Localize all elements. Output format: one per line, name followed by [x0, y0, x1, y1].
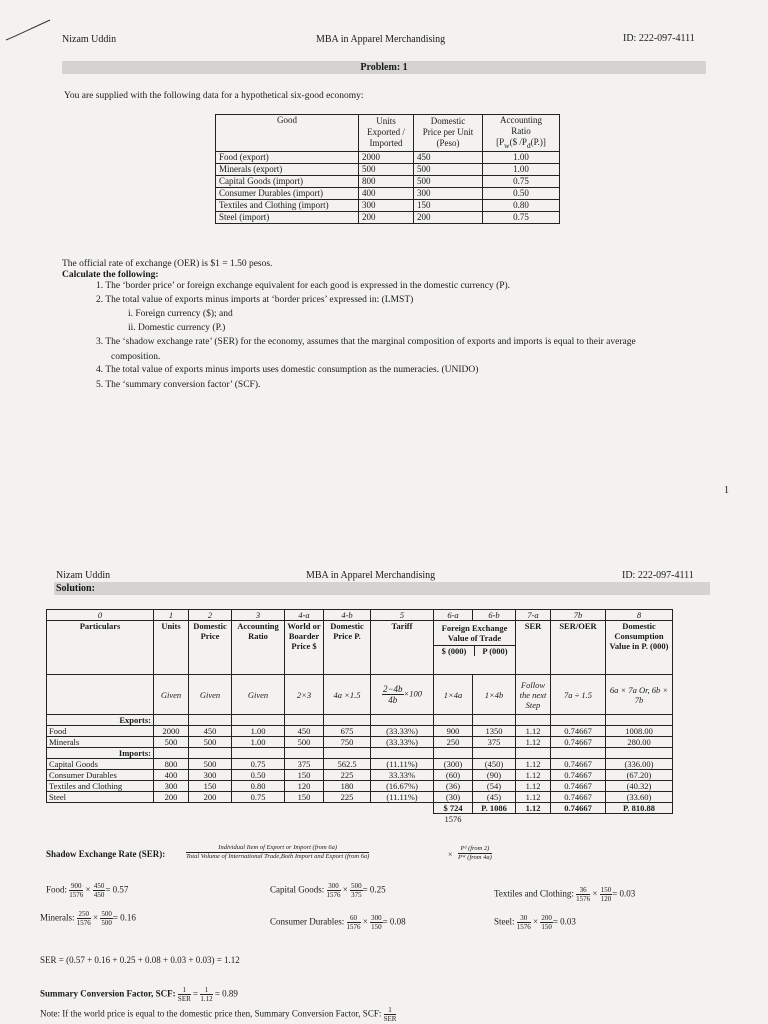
ser-label: Shadow Exchange Rate (SER):: [46, 849, 166, 859]
table-cell: 0.74667: [551, 726, 606, 737]
total-cell: P. 810.88: [606, 803, 673, 814]
table-cell: 0.80: [232, 781, 285, 792]
data-cell: 300: [414, 187, 483, 199]
author-name: Nizam Uddin: [62, 34, 117, 45]
empty-cell: [371, 715, 434, 726]
ser-item-num2: 450: [93, 882, 105, 890]
question-2ii: ii. Domestic currency (P.): [128, 323, 226, 333]
problem-title: Problem: 1: [62, 61, 706, 74]
head-units: Units: [154, 621, 189, 675]
note-frac-den: SER: [383, 1015, 397, 1023]
table-cell: 280.00: [606, 737, 673, 748]
table-cell: (33.33%): [371, 737, 434, 748]
question-3-cont: composition.: [111, 352, 161, 362]
table-cell: (54): [473, 781, 516, 792]
imports-section-label: Imports:: [47, 748, 154, 759]
colnum-6a: 6-a: [434, 610, 473, 621]
total-volume: 1576: [444, 814, 462, 824]
solution-table: [46, 609, 673, 824]
head-fx-dollar: $ (000): [434, 646, 475, 656]
table-cell: 120: [285, 781, 324, 792]
empty-cell: [434, 715, 473, 726]
solution-title: Solution:: [54, 582, 710, 595]
oer-text: The official rate of exchange (OER) is $1 = 1.50 pesos.: [62, 259, 273, 269]
empty-cell: [189, 803, 232, 814]
table-cell: 0.74667: [551, 759, 606, 770]
table-cell: 1.00: [232, 726, 285, 737]
data-table: [215, 114, 560, 224]
table-cell: 375: [473, 737, 516, 748]
data-row: [216, 151, 560, 163]
table-cell: 180: [324, 781, 371, 792]
pen-mark: [4, 14, 54, 44]
ser-item-label: Textiles and Clothing:: [494, 888, 574, 899]
table-cell: 500: [154, 737, 189, 748]
table-cell: (33.60): [606, 792, 673, 803]
table-cell: 150: [285, 792, 324, 803]
data-cell: Consumer Durables (import): [216, 187, 359, 199]
table-cell: 500: [189, 737, 232, 748]
ser-item-den2: 375: [351, 891, 362, 899]
table-cell: 200: [189, 792, 232, 803]
table-cell: 500: [285, 737, 324, 748]
formula-7b: 7a ÷ 1.5: [551, 675, 606, 715]
data-cell: 0.80: [483, 199, 560, 211]
empty-cell: [551, 715, 606, 726]
table-cell: 1350: [473, 726, 516, 737]
table-cell: Consumer Durables: [47, 770, 154, 781]
colnum-1: 1: [154, 610, 189, 621]
ser-item-label: Food:: [46, 884, 68, 895]
ser-item-capital: Capital Goods: $\frac{300}{1576}$ × $\frac{500}{375}$ = 0.25: [270, 882, 386, 899]
data-row: [216, 211, 560, 223]
question-5: 5. The ‘summary conversion factor’ (SCF).: [96, 380, 261, 390]
empty-cell: [154, 814, 189, 825]
scf-f1-num: 1: [178, 986, 191, 995]
empty-cell: [434, 748, 473, 759]
head-ser-oer: SER/OER: [551, 621, 606, 675]
head-fx-label: Foreign Exchange Value of Trade: [441, 623, 508, 643]
ser-item-result: = 0.16: [112, 912, 136, 923]
student-id-2: ID: 222-097-4111: [622, 570, 694, 581]
ser-item-den2: 150: [371, 923, 382, 931]
empty-cell: [285, 715, 324, 726]
ser-item-num2: 150: [600, 886, 612, 894]
question-4: 4. The total value of exports minus imports uses domestic consumption as the numeracies. (UNIDO): [96, 365, 479, 375]
head-fx: [434, 621, 516, 675]
data-cell: 500: [414, 175, 483, 187]
table-cell: 0.74667: [551, 792, 606, 803]
empty-cell: [551, 748, 606, 759]
table-cell: (40.32): [606, 781, 673, 792]
ser-formula-2: [458, 845, 492, 862]
formula-2: Given: [189, 675, 232, 715]
colnum-2: 2: [189, 610, 232, 621]
ser-item-den: 1576: [346, 923, 361, 931]
table-cell: 150: [189, 781, 232, 792]
empty-cell: [189, 814, 232, 825]
table-cell: 250: [434, 737, 473, 748]
data-cell: 200: [359, 211, 414, 223]
student-id: ID: 222-097-4111: [623, 33, 695, 44]
table-cell: 1.12: [516, 737, 551, 748]
table-cell: (16.67%): [371, 781, 434, 792]
program-title-2: MBA in Apparel Merchandising: [306, 570, 436, 581]
empty-cell: [232, 748, 285, 759]
empty-cell: [47, 803, 154, 814]
note-line: [40, 1006, 396, 1023]
table-cell: 500: [189, 759, 232, 770]
ser-item-num: 60: [347, 914, 361, 923]
table-cell: 0.74667: [551, 781, 606, 792]
empty-cell: [606, 748, 673, 759]
head-particulars: Particulars: [47, 621, 154, 675]
head-fx-peso: P (000): [482, 646, 508, 656]
colnum-8: 8: [606, 610, 673, 621]
head-ser: SER: [516, 621, 551, 675]
empty-cell: [285, 814, 324, 825]
table-cell: 225: [324, 770, 371, 781]
head-domestic-price: Domestic Price: [189, 621, 232, 675]
data-cell: 400: [359, 187, 414, 199]
colnum-6b: 6-b: [473, 610, 516, 621]
table-cell: 1.12: [516, 726, 551, 737]
total-cell: 0.74667: [551, 803, 606, 814]
empty-cell: [154, 715, 189, 726]
table-cell: 0.75: [232, 792, 285, 803]
ser-item-num2: 300: [371, 914, 382, 922]
empty-cell: [154, 803, 189, 814]
ser-item-den2: 500: [101, 919, 112, 927]
formula-3: Given: [232, 675, 285, 715]
ser-item-result: = 0.03: [612, 888, 636, 899]
formula-0: [47, 675, 154, 715]
table-cell: (300): [434, 759, 473, 770]
ser-item-num: 250: [78, 910, 89, 918]
question-2: 2. The total value of exports minus imports at ‘border prices’ expressed in: (LMST): [96, 295, 414, 305]
table-row: [47, 781, 673, 792]
table-cell: 225: [324, 792, 371, 803]
table-cell: 0.74667: [551, 770, 606, 781]
formula-5: [371, 675, 434, 715]
data-cell: Capital Goods (import): [216, 175, 359, 187]
table-cell: (36): [434, 781, 473, 792]
formula-5-den: 4b: [388, 695, 398, 705]
table-cell: (45): [473, 792, 516, 803]
ser-item-num2: 500: [101, 910, 112, 918]
colnum-0: 0: [47, 610, 154, 621]
empty-cell: [606, 715, 673, 726]
ser-item-den: 1576: [69, 891, 84, 899]
table-cell: 1.12: [516, 781, 551, 792]
data-cell: 450: [414, 151, 483, 163]
formula-6a: 1×4a: [434, 675, 473, 715]
data-row: [216, 187, 560, 199]
table-row: [47, 792, 673, 803]
table-cell: 900: [434, 726, 473, 737]
data-cell: 0.75: [483, 175, 560, 187]
table-cell: (67.20): [606, 770, 673, 781]
table-cell: 0.75: [232, 759, 285, 770]
table-cell: 33.33%: [371, 770, 434, 781]
table-cell: (60): [434, 770, 473, 781]
ser-item-den2: 150: [541, 923, 552, 931]
ser-item-food: Food: $\frac{900}{1576}$ × $\frac{450}{450}$ = 0.57: [46, 882, 129, 899]
scf-f2-num: 1: [200, 986, 212, 995]
table-cell: 300: [189, 770, 232, 781]
exports-section: [47, 715, 673, 726]
below-total-row: [47, 814, 673, 825]
formula-6b: 1×4b: [473, 675, 516, 715]
program-title: MBA in Apparel Merchandising: [316, 34, 446, 45]
ser-item-result: = 0.57: [105, 884, 129, 895]
note-text: Note: If the world price is equal to the domestic price then, Summary Conversion Factor, SCF:: [40, 1008, 382, 1019]
total-cell: 1.12: [516, 803, 551, 814]
table-cell: 750: [324, 737, 371, 748]
totals-row: [47, 803, 673, 814]
table-cell: 675: [324, 726, 371, 737]
empty-cell: [371, 803, 434, 814]
ser-item-consumer: Consumer Durables: $\frac{60}{1576}$ × $\frac{300}{150}$ = 0.08: [270, 914, 406, 931]
head-dcv: Domestic Consumption Value in P. (000): [606, 621, 673, 675]
table-cell: (450): [473, 759, 516, 770]
empty-cell: [473, 715, 516, 726]
head-accounting-ratio: Accounting Ratio: [232, 621, 285, 675]
ser-item-num: 300: [328, 882, 339, 890]
table-cell: (30): [434, 792, 473, 803]
scf-line: Summary Conversion Factor, SCF: $\frac{1}{\text{SER}}$ = $\frac{1}{1.12}$ = 0.89: [40, 986, 238, 1003]
data-cell: 500: [359, 163, 414, 175]
page-number: 1: [724, 485, 729, 496]
ser-item-den: 1576: [576, 895, 591, 903]
table-cell: 450: [189, 726, 232, 737]
data-row: [216, 163, 560, 175]
ser-item-num2: 500: [351, 882, 362, 890]
table-row: [47, 737, 673, 748]
empty-cell: [232, 803, 285, 814]
empty-cell: [324, 715, 371, 726]
ser-item-textiles: Textiles and Clothing: $\frac{36}{1576}$ × $\frac{150}{120}$ = 0.03: [494, 886, 636, 903]
empty-cell: [324, 748, 371, 759]
head-tariff: Tariff: [371, 621, 434, 675]
table-cell: 1008.00: [606, 726, 673, 737]
formula-8: 6a × 7a Or, 6b × 7b: [606, 675, 673, 715]
table-cell: Food: [47, 726, 154, 737]
data-cell: 800: [359, 175, 414, 187]
table-cell: 300: [154, 781, 189, 792]
colnum-7a: 7-a: [516, 610, 551, 621]
col-price: Domestic Price per Unit (Peso): [414, 115, 483, 152]
ser-item-label: Consumer Durables:: [270, 916, 345, 927]
formula-7a: Follow the next Step: [516, 675, 551, 715]
empty-cell: [516, 748, 551, 759]
data-cell: 300: [359, 199, 414, 211]
ser-item-den: 1576: [76, 919, 91, 927]
table-cell: 375: [285, 759, 324, 770]
ser-formula: [186, 844, 369, 861]
data-row: [216, 199, 560, 211]
colnum-4a: 4-a: [285, 610, 324, 621]
total-cell: P. 1086: [473, 803, 516, 814]
table-cell: 800: [154, 759, 189, 770]
data-cell: 0.75: [483, 211, 560, 223]
empty-cell: [324, 803, 371, 814]
author-name-2: Nizam Uddin: [56, 570, 111, 581]
ser-item-num2: 200: [541, 914, 552, 922]
question-2i: i. Foreign currency ($); and: [128, 309, 233, 319]
table-cell: 562.5: [324, 759, 371, 770]
question-3: 3. The ‘shadow exchange rate’ (SER) for the economy, assumes that the marginal composition of exports and imports is equal to their average: [96, 337, 636, 347]
table-cell: 1.12: [516, 792, 551, 803]
empty-cell: [371, 748, 434, 759]
formula-5-mult: ×100: [403, 688, 423, 699]
head-domestic-price-p: Domestic Price P.: [324, 621, 371, 675]
imports-section: [47, 748, 673, 759]
empty-cell: [285, 803, 324, 814]
ser-item-result: = 0.03: [552, 916, 576, 927]
data-cell: Food (export): [216, 151, 359, 163]
table-cell: Steel: [47, 792, 154, 803]
table-cell: 1.12: [516, 759, 551, 770]
table-cell: Minerals: [47, 737, 154, 748]
empty-cell: [232, 814, 285, 825]
ser-times: ×: [448, 850, 453, 859]
table-cell: (11.11%): [371, 792, 434, 803]
data-cell: 150: [414, 199, 483, 211]
table-row: [47, 770, 673, 781]
ser-item-label: Capital Goods:: [270, 884, 325, 895]
ser-formula-2-den: Pᵂ (from 4a): [458, 854, 492, 861]
table-cell: (90): [473, 770, 516, 781]
table-cell: Textiles and Clothing: [47, 781, 154, 792]
exports-section-label: Exports:: [47, 715, 154, 726]
data-cell: Textiles and Clothing (import): [216, 199, 359, 211]
table-cell: 0.50: [232, 770, 285, 781]
intro-text: You are supplied with the following data for a hypothetical six-good economy:: [64, 91, 364, 101]
col-good: Good: [216, 115, 359, 152]
data-cell: 1.00: [483, 163, 560, 175]
ser-item-num: 30: [517, 914, 531, 923]
empty-cell: [371, 814, 434, 825]
table-cell: 200: [154, 792, 189, 803]
scf-result: = 0.89: [214, 988, 238, 999]
empty-cell: [189, 748, 232, 759]
question-1: 1. The ‘border price’ or foreign exchange equivalent for each good is expressed in the domestic currency (P).: [96, 281, 511, 291]
ser-item-result: = 0.25: [362, 884, 386, 895]
ser-item-label: Minerals:: [40, 912, 75, 923]
table-cell: (33.33%): [371, 726, 434, 737]
ser-item-num: 900: [71, 882, 82, 890]
table-row: [47, 759, 673, 770]
ser-item-label: Steel:: [494, 916, 515, 927]
data-cell: 500: [414, 163, 483, 175]
data-cell: 1.00: [483, 151, 560, 163]
empty-cell: [285, 748, 324, 759]
colnum-3: 3: [232, 610, 285, 621]
ser-item-steel: Steel: $\frac{30}{1576}$ × $\frac{200}{150}$ = 0.03: [494, 914, 576, 931]
col-ratio: Accounting Ratio [$P_w(\$$ $/P_d(P.)$]: [483, 115, 560, 152]
note-frac-num: 1: [384, 1006, 397, 1015]
ser-item-den2: 450: [93, 891, 105, 899]
table-cell: 2000: [154, 726, 189, 737]
table-cell: 400: [154, 770, 189, 781]
ser-item-num: 36: [576, 886, 590, 895]
ser-item-result: = 0.08: [382, 916, 406, 927]
data-cell: Steel (import): [216, 211, 359, 223]
empty-cell: [47, 814, 154, 825]
data-cell: 0.50: [483, 187, 560, 199]
table-cell: 0.74667: [551, 737, 606, 748]
table-cell: Capital Goods: [47, 759, 154, 770]
table-cell: (336.00): [606, 759, 673, 770]
table-cell: 450: [285, 726, 324, 737]
table-cell: 1.00: [232, 737, 285, 748]
total-cell: $ 724: [434, 803, 473, 814]
calc-heading: Calculate the following:: [62, 270, 159, 280]
head-world-price: World or Boarder Price $: [285, 621, 324, 675]
table-row: [47, 726, 673, 737]
data-cell: 2000: [359, 151, 414, 163]
empty-cell: [516, 715, 551, 726]
data-cell: Minerals (export): [216, 163, 359, 175]
ser-item-minerals: Minerals: $\frac{250}{1576}$ × $\frac{500}{500}$ = 0.16: [40, 910, 136, 927]
head-fx-sub: [434, 645, 515, 656]
scf-label: Summary Conversion Factor, SCF:: [40, 988, 176, 999]
ser-item-den: 1576: [326, 891, 341, 899]
colnum-5: 5: [371, 610, 434, 621]
ser-item-den: 1576: [516, 923, 531, 931]
scf-f2-den: 1.12: [200, 995, 213, 1003]
table-cell: (11.11%): [371, 759, 434, 770]
empty-cell: [232, 715, 285, 726]
ser-formula-den: Total Volume of International Trade,Both Import and Export (from 6a): [186, 853, 370, 860]
ser-formula-num: Individual Item of Export or Import (from 6a): [186, 844, 369, 853]
table-cell: 1.12: [516, 770, 551, 781]
colnum-4b: 4-b: [324, 610, 371, 621]
ser-formula-2-num: Pᵈ (from 2): [458, 845, 492, 854]
ser-item-den2: 120: [600, 895, 612, 903]
data-cell: 200: [414, 211, 483, 223]
formula-4b: 4a ×1.5: [324, 675, 371, 715]
scf-f1-den: SER: [177, 995, 191, 1003]
empty-cell: [473, 748, 516, 759]
colnum-7b: 7b: [551, 610, 606, 621]
formula-5-num: 2−4b: [382, 684, 403, 694]
col-units: Units Exported / Imported: [359, 115, 414, 152]
formula-4a: 2×3: [285, 675, 324, 715]
table-cell: 150: [285, 770, 324, 781]
empty-cell: [324, 814, 371, 825]
ser-total: SER = (0.57 + 0.16 + 0.25 + 0.08 + 0.03 + 0.03) = 1.12: [40, 955, 240, 965]
data-row: [216, 175, 560, 187]
formula-1: Given: [154, 675, 189, 715]
empty-cell: [189, 715, 232, 726]
empty-cell: [154, 748, 189, 759]
